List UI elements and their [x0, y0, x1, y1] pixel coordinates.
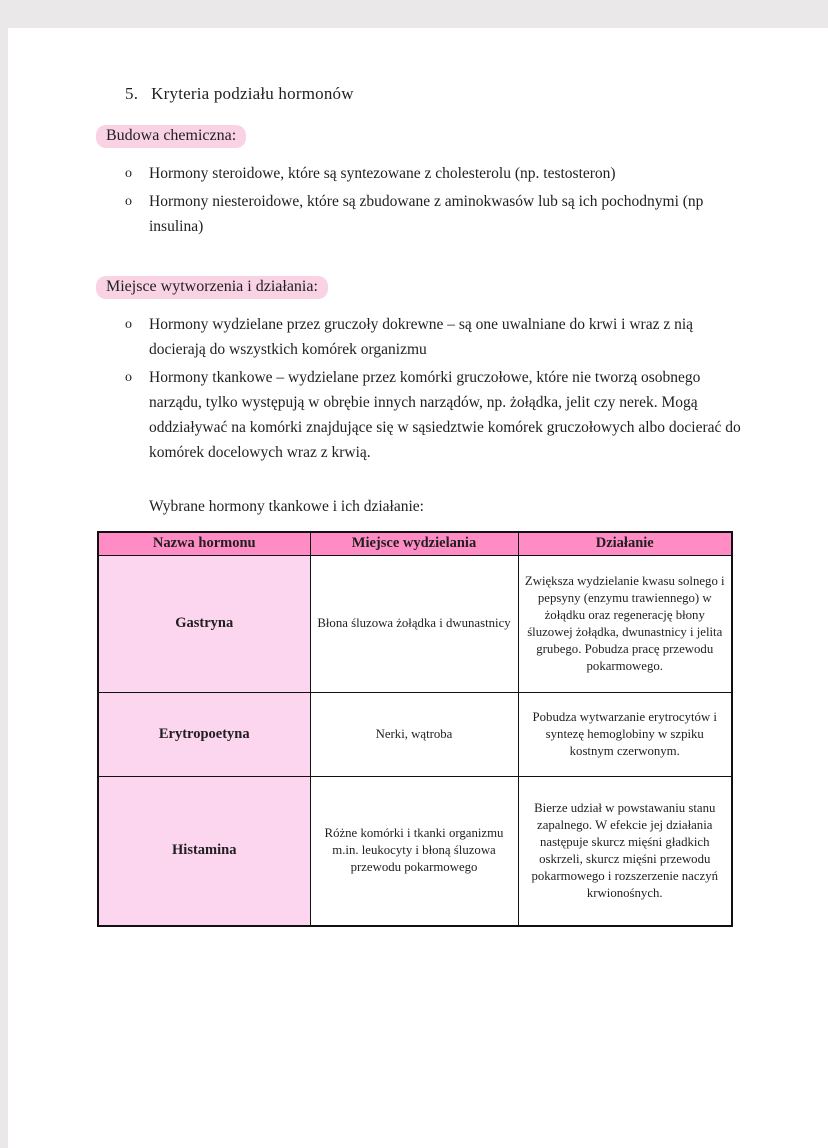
list-item-text: Hormony wydzielane przez gruczoły dokrewne – są one uwalniane do krwi i wraz z nią docierają do wszystkich komórek organizmu [149, 316, 694, 358]
list-item-text: Hormony niesteroidowe, które są zbudowane z aminokwasów lub są ich pochodnymi (np insulina) [149, 193, 704, 235]
table-row [98, 555, 732, 692]
list-item [125, 312, 828, 362]
hormone-place: Błona śluzowa żołądka i dwunastnicy [310, 555, 518, 692]
heading-text: Kryteria podziału hormonów [151, 84, 354, 103]
list-item-text: Hormony steroidowe, które są syntezowane z cholesterolu (np. testosteron) [149, 165, 616, 182]
bullet-marker: o [125, 194, 132, 209]
column-header-name: Nazwa hormonu [98, 532, 310, 555]
section-chemical-structure [96, 125, 828, 148]
hormone-action: Pobudza wytwarzanie erytrocytów i syntezę hemoglobiny w szpiku kostnym czerwonym. [518, 692, 732, 776]
hormone-name: Gastryna [98, 555, 310, 692]
list-item-text: Hormony tkankowe – wydzielane przez komórki gruczołowe, które nie tworzą osobnego narządu, tylko występują w obrębie innych narządów, np. żołądka, jelit czy nerek. Mogą oddziaływać na komórki znajdujące się w sąsiedztwie komórek gruczołowych albo docierać do komórek docelowych wraz z krwią. [149, 369, 741, 461]
bullet-marker: o [125, 370, 132, 385]
table-header-row [98, 532, 732, 555]
list-item [125, 161, 828, 186]
heading-number: 5. [125, 84, 139, 103]
hormone-action: Bierze udział w powstawaniu stanu zapalnego. W efekcie jej działania następuje skurcz mięśni gładkich oskrzeli, skurcz mięśni przewodu pokarmowego i rozszerzenie naczyń krwionośnych. [518, 776, 732, 926]
section-place-of-action [96, 276, 828, 299]
hormone-action: Zwiększa wydzielanie kwasu solnego i pepsyny (enzymu trawiennego) w żołądku oraz regenerację błony śluzowej żołądka, dwunastnicy i jelita grubego. Pobudza pracę przewodu pokarmowego. [518, 555, 732, 692]
list-item [125, 189, 828, 239]
column-header-action: Działanie [518, 532, 732, 555]
table-row [98, 776, 732, 926]
table-row [98, 692, 732, 776]
column-header-place: Miejsce wydzielania [310, 532, 518, 555]
list-item [125, 365, 828, 465]
hormone-name: Histamina [98, 776, 310, 926]
bullet-marker: o [125, 317, 132, 332]
hormones-table [97, 531, 733, 927]
hormone-place: Różne komórki i tkanki organizmu m.in. leukocyty i błoną śluzowa przewodu pokarmowego [310, 776, 518, 926]
document-page [8, 28, 828, 1148]
hormone-name: Erytropoetyna [98, 692, 310, 776]
section-title-highlight: Miejsce wytworzenia i działania: [96, 276, 328, 299]
page-title [125, 28, 828, 104]
table-intro: Wybrane hormony tkankowe i ich działanie: [149, 498, 424, 515]
place-of-action-list [8, 312, 828, 465]
bullet-marker: o [125, 166, 132, 181]
chemical-structure-list [8, 161, 828, 239]
hormone-place: Nerki, wątroba [310, 692, 518, 776]
section-title-highlight: Budowa chemiczna: [96, 125, 246, 148]
